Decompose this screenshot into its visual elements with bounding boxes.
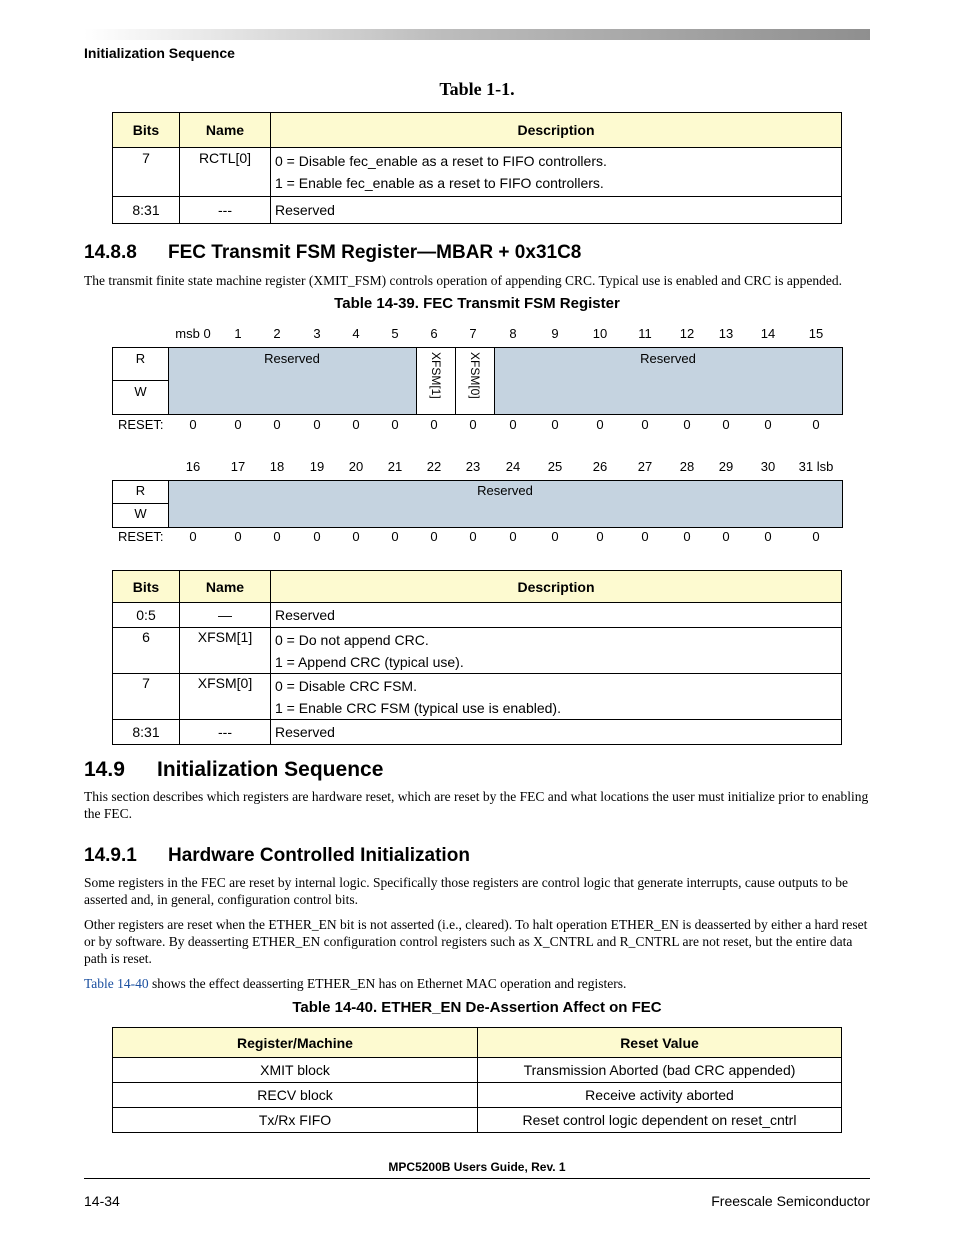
col-name: Name bbox=[180, 571, 271, 603]
reset-value: 0 bbox=[812, 417, 820, 432]
cell-description bbox=[271, 628, 842, 674]
desc-line: 0 = Disable fec_enable as a reset to FIFO controllers. bbox=[275, 153, 607, 169]
table-row bbox=[113, 1058, 842, 1083]
cell-bits: 8:31 bbox=[113, 197, 180, 224]
table-header-row bbox=[113, 1028, 842, 1058]
reset-value: 0 bbox=[313, 529, 321, 544]
table-14-40-link[interactable]: Table 14-40 bbox=[84, 976, 149, 991]
cell-description: Reserved bbox=[271, 720, 842, 745]
table-row bbox=[113, 1083, 842, 1108]
reset-value: 0 bbox=[469, 529, 477, 544]
bit-number: 16 bbox=[185, 459, 201, 474]
section-paragraph bbox=[84, 975, 874, 992]
bit-number: 11 bbox=[638, 326, 652, 341]
reset-label: RESET: bbox=[118, 529, 164, 544]
section-heading-14-9-1 bbox=[84, 845, 470, 867]
bit-number: 15 bbox=[808, 326, 824, 341]
desc-line: 0 = Disable CRC FSM. bbox=[275, 678, 417, 694]
read-row-label-cell bbox=[113, 348, 168, 381]
section-paragraph: The transmit finite state machine register (XMIT_FSM) controls operation of appending CRC. Typical use is enabled and CRC is appended. bbox=[84, 273, 843, 288]
reset-value: 0 bbox=[812, 529, 820, 544]
table-row bbox=[113, 197, 842, 224]
cell-name: RCTL[0] bbox=[180, 148, 271, 197]
cell-register: RECV block bbox=[113, 1083, 478, 1108]
cell-reset-value: Receive activity aborted bbox=[478, 1083, 842, 1108]
bit-number: 21 bbox=[387, 459, 403, 474]
reset-value: 0 bbox=[764, 417, 772, 432]
reset-value: 0 bbox=[430, 417, 438, 432]
footer-page-number: 14-34 bbox=[84, 1193, 120, 1209]
bit-number: 2 bbox=[273, 326, 281, 341]
section-heading-14-9 bbox=[84, 758, 383, 782]
field-label: XFSM[0] bbox=[468, 352, 482, 399]
cell-register: Tx/Rx FIFO bbox=[113, 1108, 478, 1133]
cell-description: Reserved bbox=[271, 197, 842, 224]
reset-value: 0 bbox=[764, 529, 772, 544]
write-row-label-cell bbox=[113, 381, 168, 414]
bit-number: 30 bbox=[760, 459, 776, 474]
table-row bbox=[113, 674, 842, 720]
register-upper-half bbox=[112, 347, 843, 415]
reset-value: 0 bbox=[391, 417, 399, 432]
read-label: R bbox=[135, 483, 146, 498]
bit-number: 26 bbox=[592, 459, 608, 474]
field-reserved-bits-16-31 bbox=[168, 481, 842, 527]
footer-rule bbox=[84, 1178, 870, 1179]
table-header-row bbox=[113, 571, 842, 603]
bit-number: 14 bbox=[760, 326, 776, 341]
cell-register: XMIT block bbox=[113, 1058, 478, 1083]
cell-name: --- bbox=[180, 197, 271, 224]
footer-doc-title: MPC5200B Users Guide, Rev. 1 bbox=[388, 1160, 566, 1174]
write-label: W bbox=[134, 506, 147, 521]
bit-number: msb 0 bbox=[175, 326, 211, 341]
table-14-40 bbox=[112, 1027, 842, 1133]
table-row bbox=[113, 148, 842, 197]
footer-company: Freescale Semiconductor bbox=[711, 1193, 870, 1209]
upper-reset-values bbox=[168, 417, 842, 433]
section-heading-14-8-8 bbox=[84, 242, 581, 264]
bit-number: 20 bbox=[348, 459, 364, 474]
running-header-title: Initialization Sequence bbox=[84, 45, 235, 61]
reset-value: 0 bbox=[551, 417, 559, 432]
bit-number: 7 bbox=[469, 326, 477, 341]
write-label: W bbox=[134, 384, 147, 399]
bit-number: 5 bbox=[391, 326, 399, 341]
field-xfsm1 bbox=[416, 348, 455, 414]
bit-number: 25 bbox=[547, 459, 563, 474]
reset-value: 0 bbox=[641, 417, 649, 432]
bit-number: 28 bbox=[679, 459, 695, 474]
field-label: Reserved bbox=[264, 351, 320, 366]
cell-bits: 0:5 bbox=[113, 603, 180, 628]
col-description: Description bbox=[271, 113, 842, 148]
section-title: FEC Transmit FSM Register—MBAR + 0x31C8 bbox=[168, 242, 582, 263]
reset-value: 0 bbox=[352, 417, 360, 432]
reset-value: 0 bbox=[551, 529, 559, 544]
bit-number: 10 bbox=[592, 326, 608, 341]
reset-value: 0 bbox=[273, 529, 281, 544]
col-name: Name bbox=[180, 113, 271, 148]
cell-bits: 7 bbox=[113, 674, 180, 720]
section-paragraph: This section describes which registers are hardware reset, which are reset by the FEC and what locations the user must initialize prior to enabling the FEC. bbox=[84, 789, 869, 821]
reset-value: 0 bbox=[189, 417, 197, 432]
table-1-1 bbox=[112, 112, 842, 224]
reset-label: RESET: bbox=[118, 417, 164, 432]
reset-value: 0 bbox=[509, 417, 517, 432]
reset-value: 0 bbox=[234, 529, 242, 544]
paragraph-text: shows the effect deasserting ETHER_EN has on Ethernet MAC operation and registers. bbox=[148, 976, 627, 991]
register-lower-half bbox=[112, 480, 843, 528]
reset-value: 0 bbox=[596, 417, 604, 432]
lower-bit-numbers bbox=[168, 459, 842, 475]
table-14-39-description bbox=[112, 570, 842, 745]
cell-name: — bbox=[180, 603, 271, 628]
section-number: 14.8.8 bbox=[84, 242, 137, 263]
table-1-1-caption: Table 1-1. bbox=[439, 79, 515, 99]
section-title: Initialization Sequence bbox=[157, 758, 384, 781]
field-reserved-bits-0-5 bbox=[168, 348, 416, 414]
table-row bbox=[113, 628, 842, 674]
cell-description bbox=[271, 674, 842, 720]
cell-reset-value: Reset control logic dependent on reset_cntrl bbox=[478, 1108, 842, 1133]
table-row bbox=[113, 1108, 842, 1133]
col-bits: Bits bbox=[113, 113, 180, 148]
section-number: 14.9 bbox=[84, 758, 125, 781]
reset-value: 0 bbox=[722, 529, 730, 544]
bit-number: 13 bbox=[718, 326, 734, 341]
desc-line: 1 = Append CRC (typical use). bbox=[275, 654, 464, 670]
section-paragraph: Some registers in the FEC are reset by internal logic. Specifically those registers are control logic that generate interrupts, cause outputs to be asserted and, in general, configuration control bits. bbox=[84, 875, 849, 907]
field-label: Reserved bbox=[640, 351, 696, 366]
reset-value: 0 bbox=[313, 417, 321, 432]
reset-value: 0 bbox=[596, 529, 604, 544]
table-header-row bbox=[113, 113, 842, 148]
field-xfsm0 bbox=[455, 348, 494, 414]
bit-number: 23 bbox=[465, 459, 481, 474]
col-bits: Bits bbox=[113, 571, 180, 603]
section-title: Hardware Controlled Initialization bbox=[168, 845, 470, 866]
bit-number: 4 bbox=[352, 326, 360, 341]
reset-value: 0 bbox=[234, 417, 242, 432]
bit-number: 31 lsb bbox=[798, 459, 834, 474]
bit-number: 8 bbox=[509, 326, 517, 341]
bit-number: 27 bbox=[637, 459, 653, 474]
reset-value: 0 bbox=[722, 417, 730, 432]
field-label: XFSM[1] bbox=[429, 352, 443, 399]
bit-number: 3 bbox=[313, 326, 321, 341]
field-label: Reserved bbox=[477, 483, 533, 498]
bit-number: 22 bbox=[426, 459, 442, 474]
cell-reset-value: Transmission Aborted (bad CRC appended) bbox=[478, 1058, 842, 1083]
desc-line: 0 = Do not append CRC. bbox=[275, 632, 429, 648]
cell-bits: 7 bbox=[113, 148, 180, 197]
col-description: Description bbox=[271, 571, 842, 603]
cell-bits: 6 bbox=[113, 628, 180, 674]
read-label: R bbox=[135, 351, 146, 366]
cell-description: Reserved bbox=[271, 603, 842, 628]
bit-number: 29 bbox=[718, 459, 734, 474]
upper-bit-numbers bbox=[168, 326, 842, 342]
table-row bbox=[113, 720, 842, 745]
desc-line: 1 = Enable fec_enable as a reset to FIFO controllers. bbox=[275, 175, 604, 191]
cell-name: XFSM[0] bbox=[180, 674, 271, 720]
table-14-39-caption: Table 14-39. FEC Transmit FSM Register bbox=[334, 295, 620, 312]
section-number: 14.9.1 bbox=[84, 845, 137, 866]
reset-value: 0 bbox=[509, 529, 517, 544]
field-reserved-bits-8-15 bbox=[494, 348, 842, 414]
reset-value: 0 bbox=[189, 529, 197, 544]
bit-number: 24 bbox=[505, 459, 521, 474]
col-register-machine: Register/Machine bbox=[113, 1028, 478, 1058]
reset-value: 0 bbox=[273, 417, 281, 432]
reset-value: 0 bbox=[683, 529, 691, 544]
cell-name: XFSM[1] bbox=[180, 628, 271, 674]
reset-value: 0 bbox=[430, 529, 438, 544]
table-row bbox=[113, 603, 842, 628]
header-bar bbox=[84, 29, 870, 40]
bit-number: 17 bbox=[230, 459, 246, 474]
bit-number: 1 bbox=[234, 326, 242, 341]
reset-value: 0 bbox=[391, 529, 399, 544]
reset-value: 0 bbox=[469, 417, 477, 432]
reset-value: 0 bbox=[683, 417, 691, 432]
bit-number: 9 bbox=[551, 326, 559, 341]
read-row-label-cell bbox=[113, 481, 168, 504]
bit-number: 18 bbox=[269, 459, 285, 474]
lower-reset-values bbox=[168, 529, 842, 545]
section-paragraph: Other registers are reset when the ETHER_EN bit is not asserted (i.e., cleared). To halt operation ETHER_EN is deasserted by either a hard reset or by software. By deasserting ETHER_EN configuration control registers such as X_CNTRL and R_CNTRL are not reset, but the entire data path is reset. bbox=[84, 917, 868, 966]
write-row-label-cell bbox=[113, 504, 168, 527]
cell-bits: 8:31 bbox=[113, 720, 180, 745]
col-reset-value: Reset Value bbox=[478, 1028, 842, 1058]
bit-number: 19 bbox=[309, 459, 325, 474]
cell-description bbox=[271, 148, 842, 197]
reset-value: 0 bbox=[641, 529, 649, 544]
bit-number: 12 bbox=[679, 326, 695, 341]
table-14-40-caption: Table 14-40. ETHER_EN De-Assertion Affect on FEC bbox=[292, 999, 662, 1016]
cell-name: --- bbox=[180, 720, 271, 745]
reset-value: 0 bbox=[352, 529, 360, 544]
desc-line: 1 = Enable CRC FSM (typical use is enabled). bbox=[275, 700, 561, 716]
bit-number: 6 bbox=[430, 326, 438, 341]
